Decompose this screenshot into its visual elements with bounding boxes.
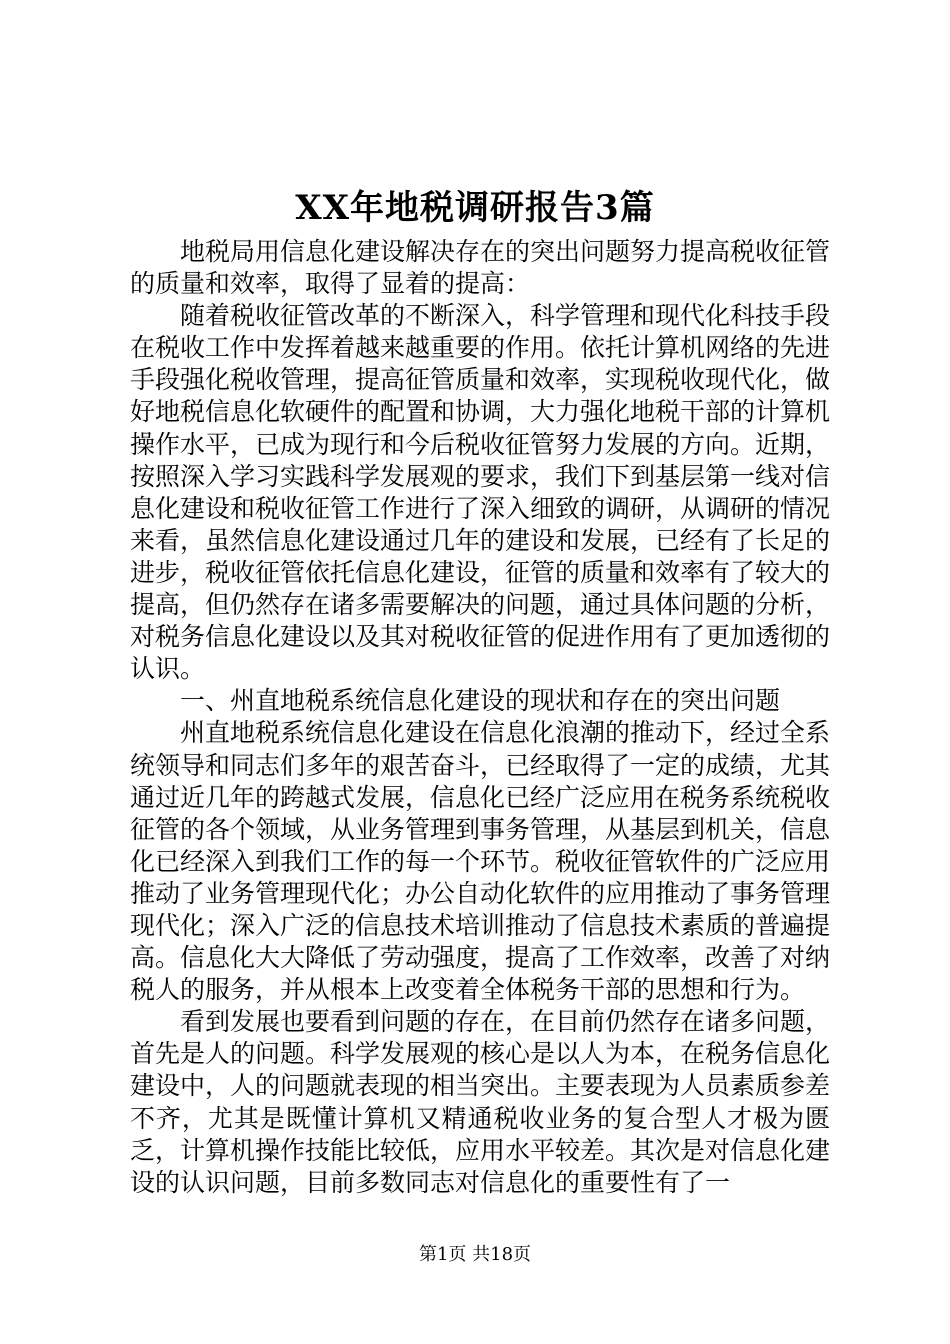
page-footer: 第1页 共18页 (418, 1244, 532, 1265)
paragraph-background: 随着税收征管改革的不断深入，科学管理和现代化科技手段在税收工作中发挥着越来越重要的作用。依托计算机网络的先进手段强化税收管理，提高征管质量和效率，实现税收现代化，做好地税信息化软硬件的配置和协调，大力强化地税干部的计算机操作水平，已成为现行和今后税收征管努力发展的方向。近期，按照深入学习实践科学发展观的要求，我们下到基层第一线对信息化建设和税收征管工作进行了深入细致的调研，从调研的情况来看，虽然信息化建设通过几年的建设和发展，已经有了长足的进步，税收征管依托信息化建设，征管的质量和效率有了较大的提高，但仍然存在诸多需要解决的问题，通过具体问题的分析，对税务信息化建设以及其对税收征管的促进作用有了更加透彻的认识。 (130, 301, 831, 684)
document-title: XX年地税调研报告3篇 (295, 188, 655, 228)
document-body (130, 236, 830, 1199)
paragraph-intro: 地税局用信息化建设解决存在的突出问题努力提高税收征管的质量和效率，取得了显着的提高： (130, 237, 831, 299)
paragraph-problems: 看到发展也要看到问题的存在，在目前仍然存在诸多问题，首先是人的问题。科学发展观的核心是以人为本，在税务信息化建设中，人的问题就表现的相当突出。主要表现为人员素质参差不齐，尤其是既懂计算机又精通税收业务的复合型人才极为匮乏，计算机操作技能比较低，应用水平较差。其次是对信息化建设的认识问题，目前多数同志对信息化的重要性有了一 (130, 1007, 831, 1197)
paragraph-status: 州直地税系统信息化建设在信息化浪潮的推动下，经过全系统领导和同志们多年的艰苦奋斗，已经取得了一定的成绩，尤其通过近几年的跨越式发展，信息化已经广泛应用在税务系统税收征管的各个领域，从业务管理到事务管理，从基层到机关，信息化已经深入到我们工作的每一个环节。税收征管软件的广泛应用推动了业务管理现代化；办公自动化软件的应用推动了事务管理现代化；深入广泛的信息技术培训推动了信息技术素质的普遍提高。信息化大大降低了劳动强度，提高了工作效率，改善了对纳税人的服务，并从根本上改变着全体税务干部的思想和行为。 (130, 718, 831, 1005)
section-heading: 一、州直地税系统信息化建设的现状和存在的突出问题 (180, 686, 781, 716)
